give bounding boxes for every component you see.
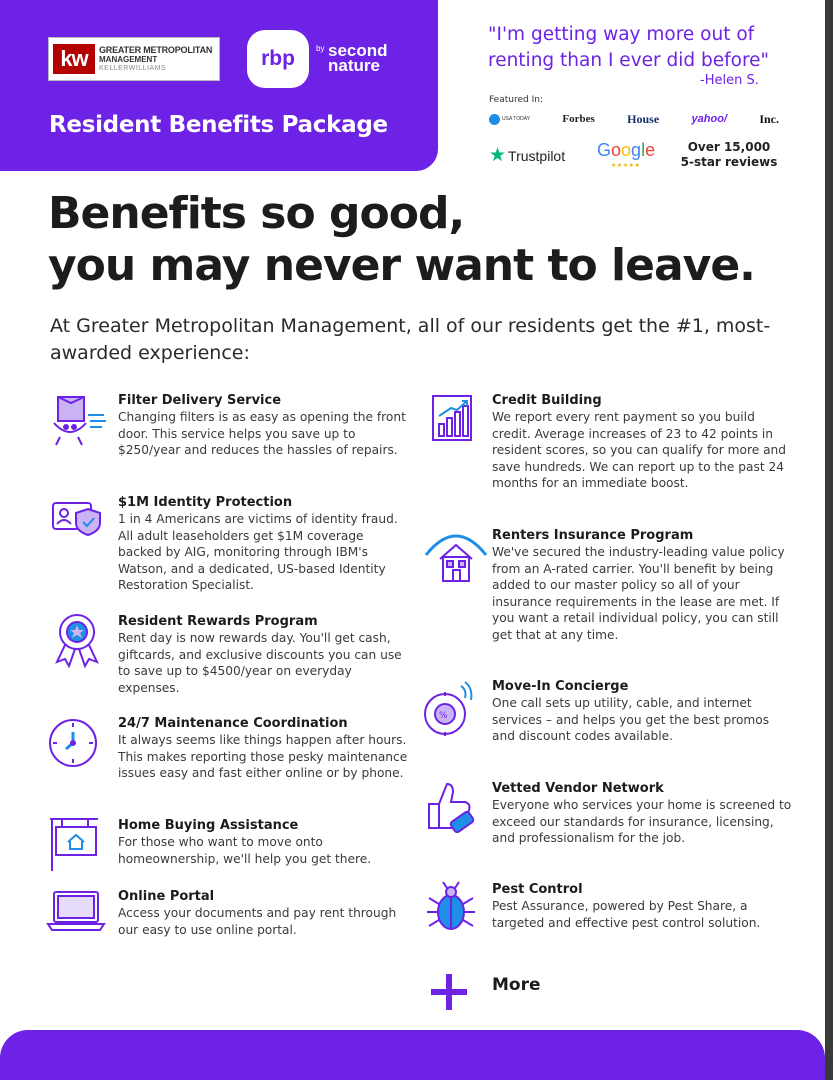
benefit-title: Online Portal (118, 889, 215, 904)
benefit-text: For those who want to move onto homeownership, we'll help you get there. (118, 835, 372, 866)
svg-text:%: % (439, 711, 448, 721)
benefit-title: Pest Control (492, 882, 583, 897)
benefit-vetted-vendor (492, 781, 792, 847)
benefit-pest-control (492, 882, 792, 931)
more-link[interactable]: More (492, 975, 541, 995)
footer-bar (0, 1030, 825, 1080)
home-sign-icon (48, 815, 102, 873)
benefit-title: Resident Rewards Program (118, 614, 318, 629)
review-badges (489, 140, 779, 174)
benefit-text: We report every rent payment so you build credit. Average increases of 23 to 42 points in resident scores, so you can qualify for more and save hundreds. We can report up to the past 24 months for an immediate boost. (492, 410, 787, 490)
trustpilot-logo (489, 144, 565, 167)
google-stars: ★★★★★ (611, 162, 641, 169)
reviews-count: Over 15,000 5-star reviews (680, 140, 778, 169)
benefit-text: 1 in 4 Americans are victims of identity fraud. All adult leaseholders get $1M coverage backed by AIG, monitoring through IBM's Watson, and a dedicated, US-based Identity Restoration Specialist. (118, 512, 398, 592)
yahoo-logo: yahoo/ (691, 113, 727, 125)
headline-line1: Benefits so good, (48, 188, 465, 239)
benefit-renters-insurance (492, 528, 792, 643)
benefit-title: 24/7 Maintenance Coordination (118, 716, 348, 731)
featured-label: Featured In: (489, 95, 543, 105)
benefit-title: Vetted Vendor Network (492, 781, 664, 796)
kw-logo (48, 37, 220, 81)
kw-mark: kw (53, 44, 95, 74)
benefit-filter-delivery (118, 393, 408, 459)
bug-icon (425, 880, 477, 934)
quote-author: -Helen S. (700, 73, 759, 88)
benefit-text: Pest Assurance, powered by Pest Share, a targeted and effective pest control solution. (492, 899, 761, 930)
benefit-title: Credit Building (492, 393, 602, 408)
thumbs-up-icon (421, 778, 475, 838)
press-logos (489, 110, 779, 128)
chart-growth-icon (429, 392, 475, 444)
benefit-text: Rent day is now rewards day. You'll get cash, giftcards, and exclusive discounts you can use to save up to $4500/year on everyday expenses. (118, 631, 402, 695)
trustpilot-label: Trustpilot (508, 147, 566, 164)
google-logo: Google (597, 140, 656, 160)
house-umbrella-icon (424, 527, 488, 585)
benefit-text: It always seems like things happen after hours. This makes reporting those pesky maintenance issues easy and fast either online or by phone. (118, 733, 408, 780)
package-title: Resident Benefits Package (49, 112, 388, 138)
benefit-online-portal (118, 889, 408, 938)
header-block (0, 0, 438, 171)
sn-by: by (316, 44, 325, 53)
usa-today-logo: USA TODAY (489, 114, 530, 125)
benefit-text: Access your documents and pay rent through our easy to use online portal. (118, 906, 397, 937)
benefit-text: We've secured the industry-leading value policy from an A-rated carrier. You'll benefit by being added to our master policy so all of your insurance requirements in the lease are met. If you want a retail individual policy, you can still get that at any time. (492, 545, 785, 642)
kw-text (99, 45, 212, 74)
benefit-identity-protection (118, 495, 408, 594)
benefit-resident-rewards (118, 614, 408, 696)
benefit-text: Everyone who services your home is screened to exceed our standards for insurance, licensing, and professionalism for the job. (492, 798, 792, 845)
benefit-title: Home Buying Assistance (118, 818, 299, 833)
benefit-text: One call sets up utility, cable, and internet services – and helps you get the best promos and discount codes available. (492, 696, 770, 743)
benefit-title: Filter Delivery Service (118, 393, 282, 408)
clock-icon (46, 716, 100, 770)
headline (48, 188, 808, 292)
forbes-logo: Forbes (562, 113, 595, 125)
kw-line3: KELLERWILLIAMS (99, 64, 167, 72)
benefit-title: Move-In Concierge (492, 679, 629, 694)
laptop-icon (46, 888, 106, 934)
benefit-credit-building (492, 393, 792, 492)
benefit-home-buying (118, 818, 408, 867)
discount-dial-icon (419, 678, 475, 738)
sn-name: second nature (328, 41, 388, 75)
rbp-logo: rbp (247, 30, 309, 88)
inc-logo: Inc. (759, 111, 779, 126)
kw-line1: GREATER METROPOLITAN (99, 44, 213, 55)
benefit-text: Changing filters is as easy as opening the front door. This service helps you save up to $250/year and reduces the hassles of repairs. (118, 410, 406, 457)
intro-text: At Greater Metropolitan Management, all of our residents get the #1, most-awarded experience: (50, 315, 771, 364)
this-old-house-logo: House (627, 111, 660, 126)
trustpilot-star-icon: ★ (489, 145, 507, 166)
id-shield-icon (50, 497, 104, 537)
benefit-title: $1M Identity Protection (118, 495, 293, 510)
benefit-maintenance (118, 716, 408, 782)
kw-line2: MANAGEMENT (99, 54, 158, 64)
headline-line2: you may never want to leave. (48, 240, 755, 291)
benefit-move-in-concierge (492, 679, 792, 745)
benefit-title: Renters Insurance Program (492, 528, 694, 543)
plus-icon[interactable] (429, 972, 469, 1012)
award-ribbon-icon (51, 612, 103, 668)
testimonial-quote: "I'm getting way more out of renting than I ever did before" (488, 24, 770, 71)
delivery-box-icon (44, 393, 108, 449)
